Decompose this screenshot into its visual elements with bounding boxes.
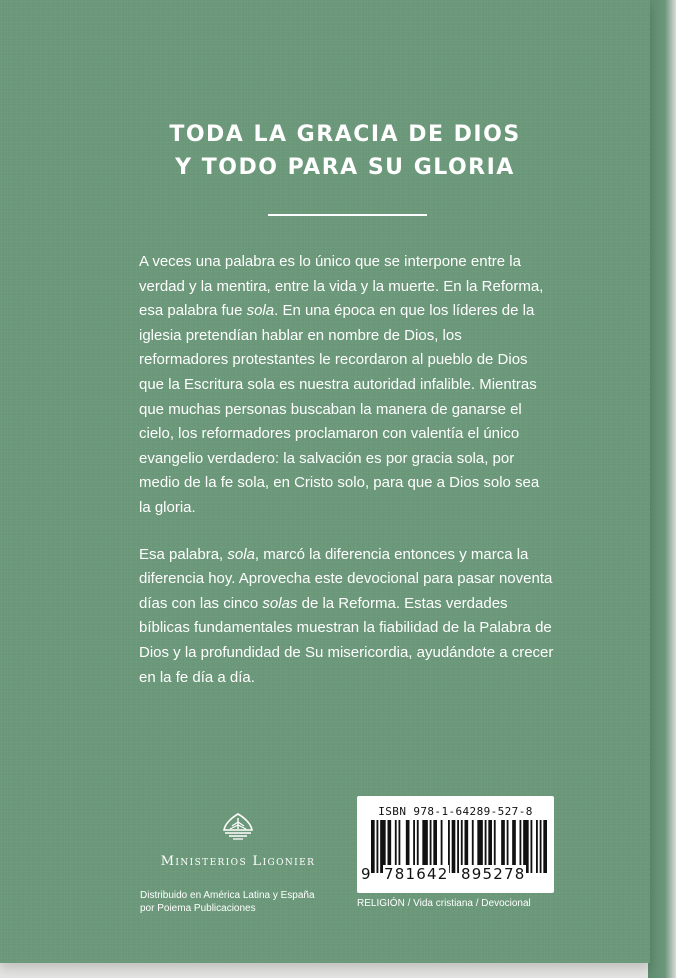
ean-left-group: 781642 xyxy=(384,865,449,883)
blurb-p2-text-a: Esa palabra, xyxy=(139,545,228,563)
headline-line-1: TODA LA GRACIA DE DIOS xyxy=(169,122,521,147)
blurb-paragraph-1 xyxy=(139,250,555,521)
blurb-p2-text-b: , marcó la diferencia entonces y marca la diferencia hoy. Aprovecha este devocional para pasar noventa días con las cinco xyxy=(139,545,553,612)
ean-digits xyxy=(361,865,551,885)
ligonier-tree-icon xyxy=(221,812,255,844)
ean-first-digit: 9 xyxy=(361,865,371,883)
blurb-p1-emphasis: sola xyxy=(246,302,275,320)
distribution-line-1: Distribuido en América Latina y España xyxy=(140,890,315,901)
blurb-paragraph-2 xyxy=(139,543,555,691)
publisher-name: Ministerios Ligonier xyxy=(160,854,316,869)
distribution-line-2: por Poiema Publicaciones xyxy=(140,903,256,914)
publisher-logo xyxy=(140,812,336,869)
headline xyxy=(0,118,676,184)
blurb xyxy=(139,250,555,690)
isbn-label: ISBN 978-1-64289-527-8 xyxy=(378,805,533,818)
ean-right-group: 895278 xyxy=(461,865,526,883)
isbn-barcode xyxy=(357,796,554,893)
category-line: RELIGIÓN / Vida cristiana / Devocional xyxy=(357,898,531,909)
blurb-p1-text-a: A veces una palabra es lo único que se interpone entre la verdad y la mentira, entre la vida y la muerte. En la Reforma, esa palabra fue xyxy=(139,253,544,320)
blurb-p1-text-b: . En una época en que los líderes de la iglesia pretendían hablar en nombre de Dios, los reformadores protestantes le recordaron al pueblo de Dios que la Escritura sola es nuestra autoridad infalible. Mientras que muchas personas buscaban la manera de ganarse el cielo, los reformadores proclamaron con valentía el único evangelio verdadero: la salvación es por gracia sola, por medio de la fe sola, en Cristo solo, para que a Dios solo sea la gloria. xyxy=(139,302,540,516)
blurb-p2-text-c: de la Reforma. Estas verdades bíblicas fundamentales muestran la fiabilidad de la Palabra de Dios y la profundidad de Su misericordia, ayudándote a crecer en la fe día a día. xyxy=(139,594,554,686)
distribution-note xyxy=(140,889,350,915)
blurb-p2-emphasis-2: solas xyxy=(262,594,298,612)
blurb-p2-emphasis-1: sola xyxy=(227,545,255,563)
divider-rule xyxy=(268,214,427,216)
headline-line-2: Y TODO PARA SU GLORIA xyxy=(175,155,515,180)
